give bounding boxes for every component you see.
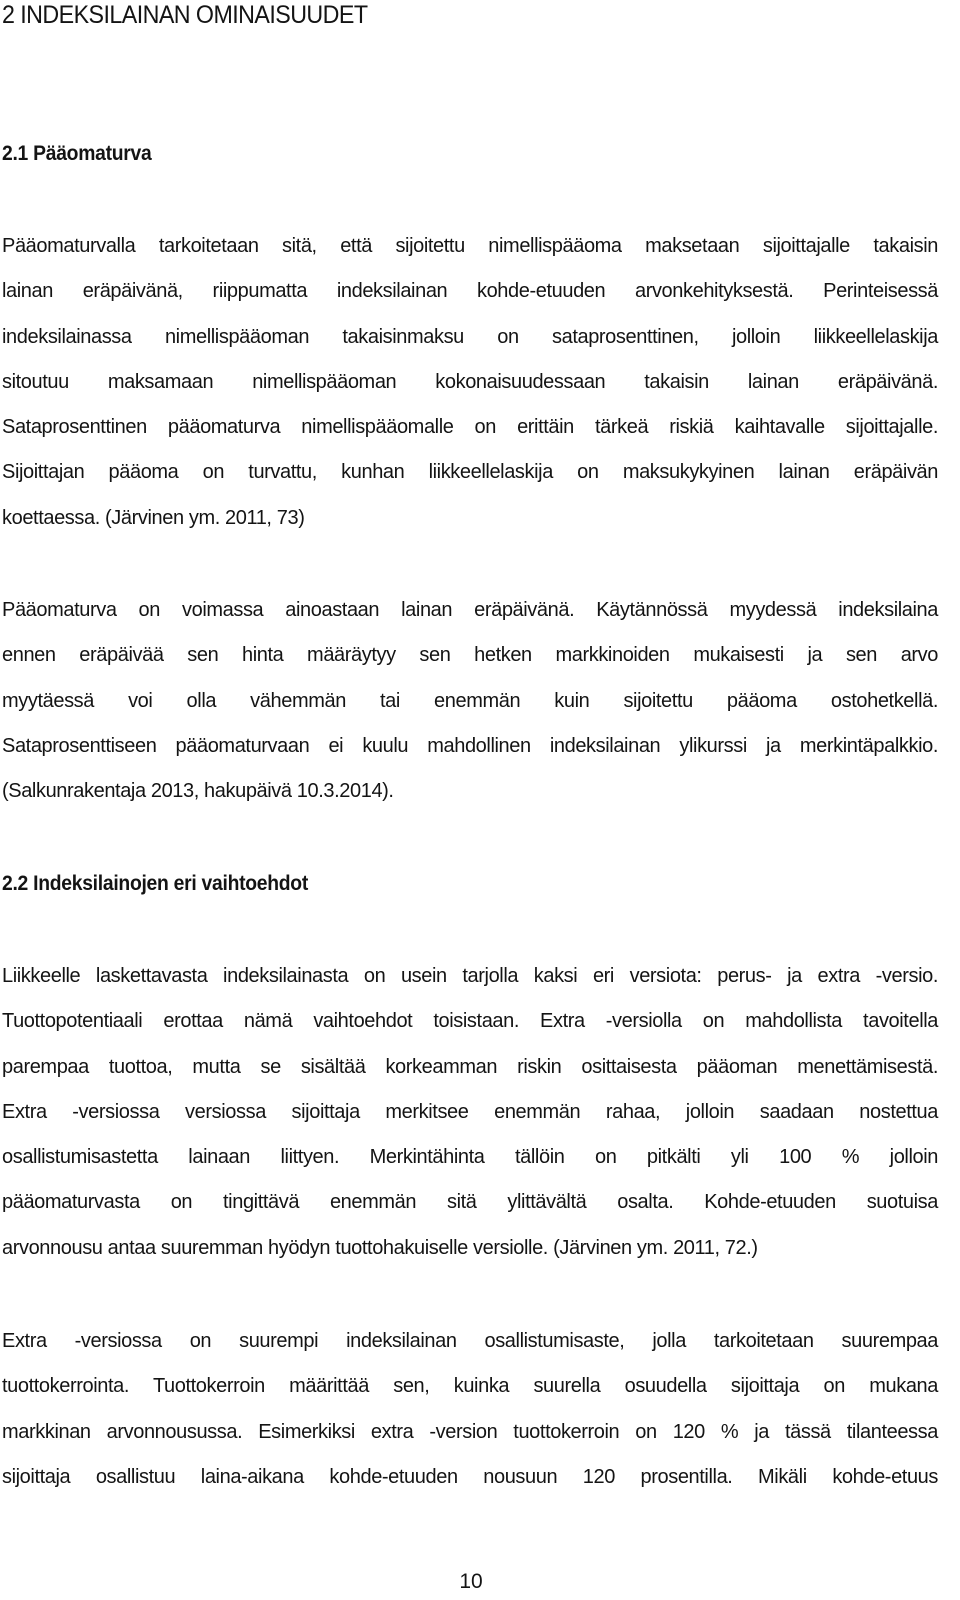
section-heading-2-1: 2.1 Pääomaturva — [2, 142, 152, 165]
paragraph-line: indeksilainassa nimellispääoman takaisinmaksu on sataprosenttinen, jolloin liikkeellelaskija — [2, 325, 938, 348]
paragraph-line: sitoutuu maksamaan nimellispääoman kokonaisuudessaan takaisin lainan eräpäivänä. — [2, 370, 938, 393]
paragraph-line: Extra -versiossa versiossa sijoittaja merkitsee enemmän rahaa, jolloin saadaan nostettua — [2, 1100, 938, 1123]
paragraph-line: pääomaturvasta on tingittävä enemmän sitä ylittävältä osalta. Kohde-etuuden suotuisa — [2, 1191, 938, 1214]
paragraph-paaomaturva-2 — [2, 596, 938, 822]
section-heading-2-2: 2.2 Indeksilainojen eri vaihtoehdot — [2, 872, 308, 895]
page-number: 10 — [459, 1570, 483, 1593]
paragraph-line: sijoittaja osallistuu laina-aikana kohde-etuuden nousuun 120 prosentilla. Mikäli kohde-etuus — [2, 1465, 938, 1488]
paragraph-line: parempaa tuottoa, mutta se sisältää korkeamman riskin osittaisesta pääoman menettämisestä. — [2, 1055, 938, 1078]
paragraph-line: Sataprosenttiseen pääomaturvaan ei kuulu mahdollinen indeksilainan ylikurssi ja merkintäpalkkio. — [2, 734, 938, 757]
paragraph-line: Pääomaturvalla tarkoitetaan sitä, että sijoitettu nimellispääoma maksetaan sijoittajalle takaisin — [2, 235, 938, 257]
paragraph-line: Extra -versiossa on suurempi indeksilainan osallistumisaste, jolla tarkoitetaan suurempaa — [2, 1330, 938, 1352]
paragraph-vaihtoehdot-1 — [2, 962, 938, 1279]
paragraph-line: Pääomaturva on voimassa ainoastaan lainan eräpäivänä. Käytännössä myydessä indeksilaina — [2, 599, 938, 621]
paragraph-line: (Salkunrakentaja 2013, hakupäivä 10.3.2014). — [2, 780, 394, 803]
paragraph-line: lainan eräpäivänä, riippumatta indeksilainan kohde-etuuden arvonkehityksestä. Perinteisessä — [2, 280, 938, 303]
paragraph-line: Tuottopotentiaali erottaa nämä vaihtoehdot toisistaan. Extra -versiolla on mahdollista tavoitella — [2, 1010, 938, 1033]
paragraph-line: koettaessa. (Järvinen ym. 2011, 73) — [2, 506, 305, 529]
paragraph-line: Sijoittajan pääoma on turvattu, kunhan liikkeellelaskija on maksukykyinen lainan eräpäivän — [2, 461, 938, 484]
paragraph-vaihtoehdot-2 — [2, 1327, 938, 1508]
paragraph-line: arvonnousu antaa suuremman hyödyn tuottohakuiselle versiolle. (Järvinen ym. 2011, 72.) — [2, 1236, 758, 1259]
paragraph-line: ennen eräpäivää sen hinta määräytyy sen hetken markkinoiden mukaisesti ja sen arvo — [2, 644, 938, 667]
paragraph-line: Sataprosenttinen pääomaturva nimellispääomalle on erittäin tärkeä riskiä kaihtavalle sijoittajalle. — [2, 416, 938, 439]
chapter-heading: 2 INDEKSILAINAN OMINAISUUDET — [2, 1, 368, 29]
paragraph-line: myytäessä voi olla vähemmän tai enemmän kuin sijoitettu pääoma ostohetkellä. — [2, 689, 938, 712]
paragraph-line: markkinan arvonnousussa. Esimerkiksi extra -version tuottokerroin on 120 % ja tässä tilanteessa — [2, 1420, 938, 1443]
paragraph-line: Liikkeelle laskettavasta indeksilainasta on usein tarjolla kaksi eri versiota: perus- ja extra -versio. — [2, 965, 938, 987]
paragraph-line: osallistumisastetta lainaan liittyen. Merkintähinta tällöin on pitkälti yli 100 % jolloin — [2, 1146, 938, 1169]
paragraph-line: tuottokerrointa. Tuottokerroin määrittää sen, kuinka suurella osuudella sijoittaja on mukana — [2, 1375, 938, 1398]
paragraph-paaomaturva-1 — [2, 232, 938, 549]
